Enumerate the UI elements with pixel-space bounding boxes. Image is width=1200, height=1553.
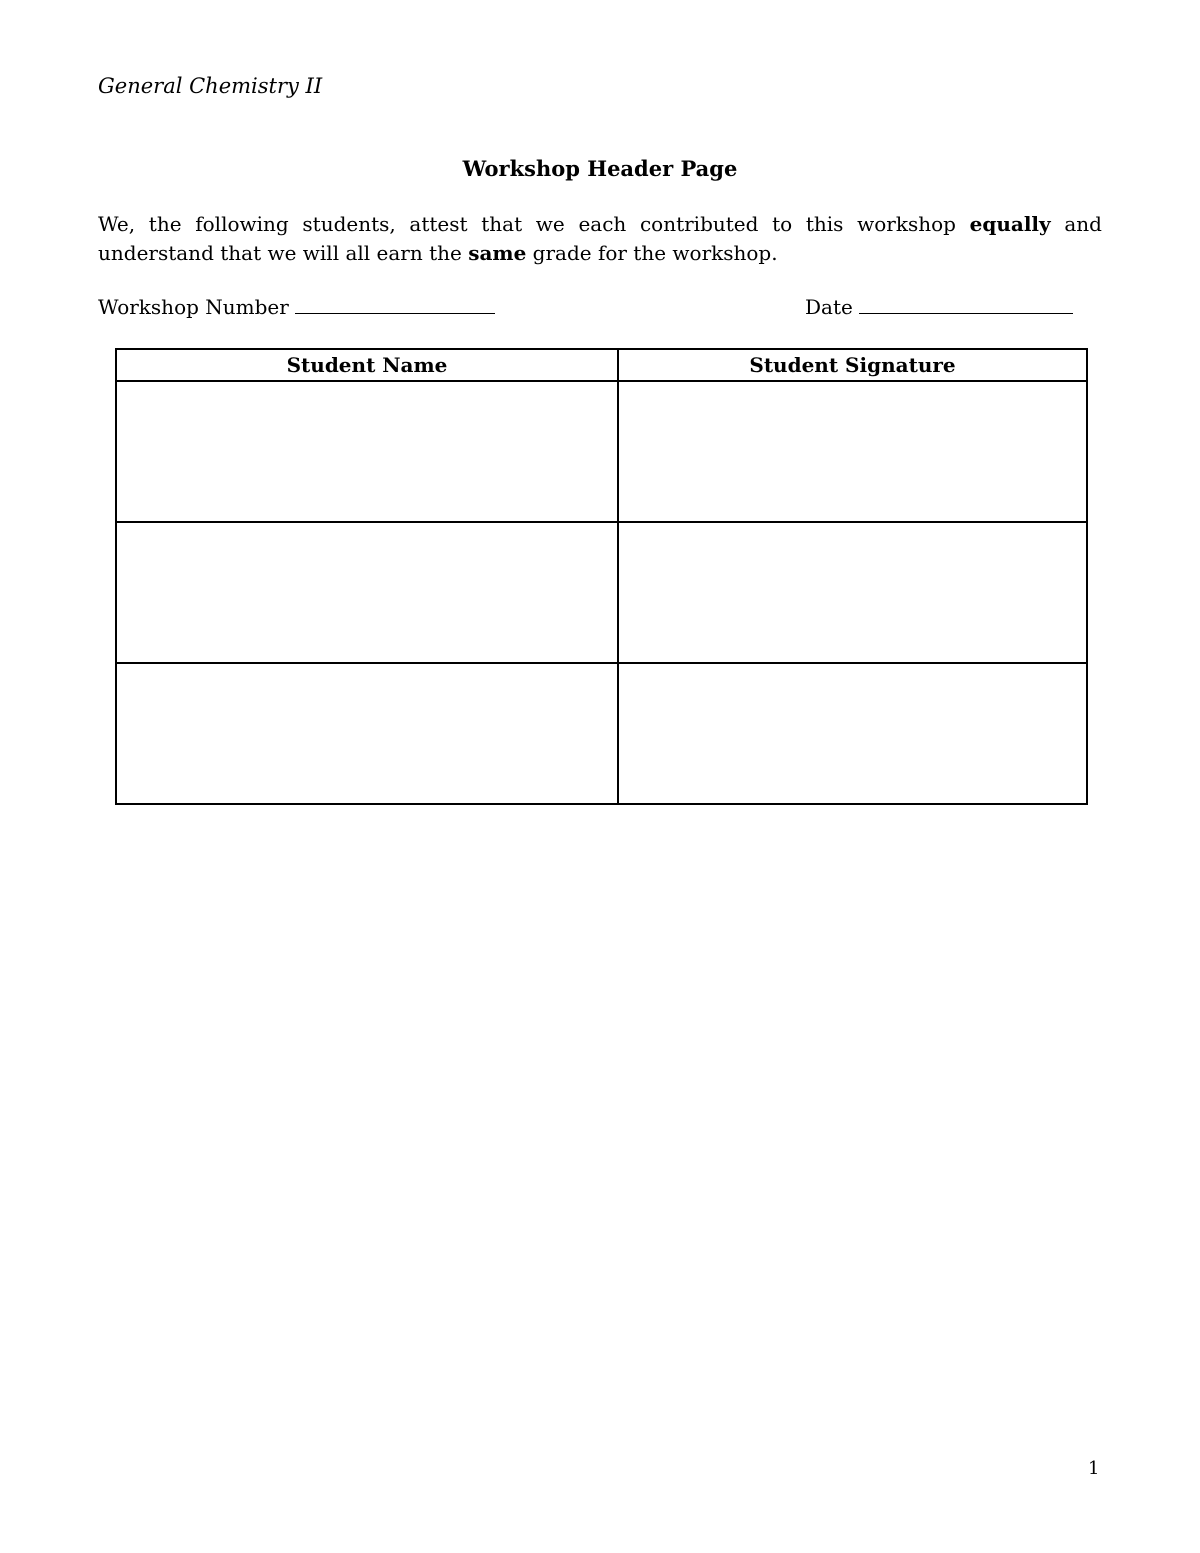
workshop-number-label: Workshop Number bbox=[98, 295, 289, 319]
attestation-word: the bbox=[148, 212, 182, 236]
column-header-student-name: Student Name bbox=[116, 349, 618, 381]
student-signature-cell[interactable] bbox=[618, 381, 1087, 522]
student-name-cell[interactable] bbox=[116, 381, 618, 522]
column-header-student-signature: Student Signature bbox=[618, 349, 1087, 381]
attestation-paragraph bbox=[98, 210, 1102, 268]
attestation-word: to bbox=[772, 212, 793, 236]
emphasis-equally: equally bbox=[969, 212, 1051, 236]
attestation-word: students, bbox=[302, 212, 396, 236]
student-signature-table bbox=[115, 348, 1088, 805]
attestation-word: contributed bbox=[639, 212, 759, 236]
attestation-text: grade for the workshop. bbox=[526, 241, 778, 265]
attestation-word: that bbox=[481, 212, 523, 236]
page-number: 1 bbox=[1088, 1458, 1100, 1479]
attestation-word: and bbox=[1064, 212, 1102, 236]
table-row bbox=[116, 522, 1087, 663]
attestation-text: understand that we will all earn the bbox=[98, 241, 469, 265]
table-row bbox=[116, 381, 1087, 522]
table-row bbox=[116, 663, 1087, 804]
attestation-word: this bbox=[805, 212, 844, 236]
attestation-word: we bbox=[535, 212, 565, 236]
table-header-row bbox=[116, 349, 1087, 381]
emphasis-same: same bbox=[468, 241, 527, 265]
workshop-number-field bbox=[98, 295, 495, 319]
attestation-line-2 bbox=[98, 239, 1102, 268]
attestation-word: attest bbox=[409, 212, 468, 236]
date-field bbox=[805, 295, 1073, 319]
attestation-word: workshop bbox=[857, 212, 956, 236]
date-blank[interactable] bbox=[859, 312, 1073, 314]
attestation-word: We, bbox=[98, 212, 136, 236]
date-label: Date bbox=[805, 295, 853, 319]
document-title: Workshop Header Page bbox=[462, 156, 738, 181]
attestation-word: following bbox=[195, 212, 289, 236]
attestation-line-1 bbox=[98, 210, 1102, 239]
student-signature-cell[interactable] bbox=[618, 522, 1087, 663]
student-signature-cell[interactable] bbox=[618, 663, 1087, 804]
workshop-number-blank[interactable] bbox=[295, 312, 495, 314]
running-header-course: General Chemistry II bbox=[98, 74, 323, 98]
student-name-cell[interactable] bbox=[116, 522, 618, 663]
attestation-word: each bbox=[578, 212, 627, 236]
student-name-cell[interactable] bbox=[116, 663, 618, 804]
